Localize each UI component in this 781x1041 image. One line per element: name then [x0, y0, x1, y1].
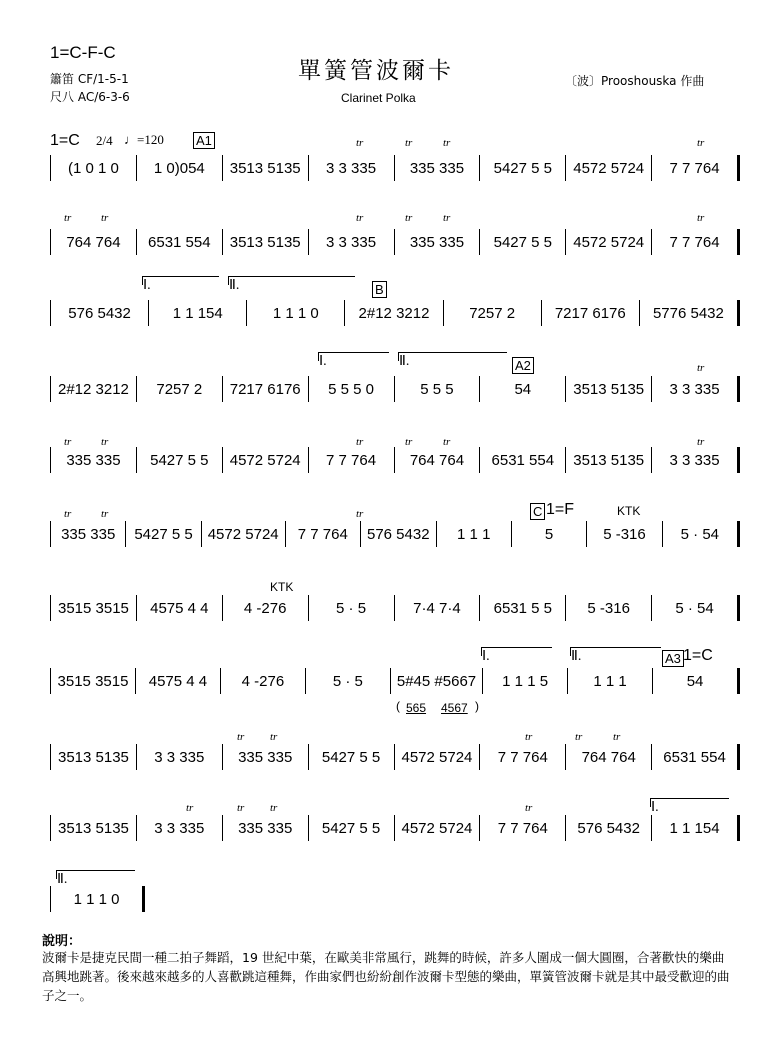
trill-mark: tr: [356, 137, 364, 149]
measure: 6531 554: [652, 744, 740, 770]
measure: 3513 5135: [51, 815, 137, 841]
page-title: 單簧管波爾卡: [298, 58, 454, 84]
measure: 3513 5135: [223, 229, 309, 255]
volta-2-label: Ⅱ.: [571, 649, 582, 664]
measure: 5 · 54: [663, 521, 740, 547]
trill-mark: tr: [405, 212, 413, 224]
trill-mark: tr: [64, 212, 72, 224]
measure: 576 5432: [361, 521, 437, 547]
measure: 3513 5135: [51, 744, 137, 770]
measure: 1 1 1: [437, 521, 512, 547]
measure: 3515 3515: [51, 668, 136, 694]
volta-1-label: Ⅰ.: [482, 649, 490, 664]
key-signature-title: 1=C-F-C: [50, 43, 116, 62]
measure: 5427 5 5: [126, 521, 201, 547]
measure: 4572 5724: [395, 744, 481, 770]
measure: 576 5432: [51, 300, 149, 326]
measure: 3 3 335: [652, 376, 740, 402]
score-row: [50, 447, 740, 473]
measure: 1 1 1 0: [51, 886, 145, 912]
trill-mark: tr: [405, 436, 413, 448]
volta-1-label: Ⅰ.: [651, 800, 659, 815]
measure: 1 1 1 0: [247, 300, 345, 326]
trill-mark: tr: [697, 436, 705, 448]
measure: 3515 3515: [51, 595, 137, 621]
measure: 3513 5135: [223, 155, 309, 181]
volta-2-bracket: [570, 647, 661, 664]
volta-2-bracket: [228, 276, 355, 293]
ktk-mark: KTK: [270, 580, 294, 594]
trill-mark: tr: [525, 802, 533, 814]
measure: 764 764: [51, 229, 137, 255]
trill-mark: tr: [443, 436, 451, 448]
sub-line-565: 565: [406, 701, 427, 715]
measure: 6531 554: [480, 447, 566, 473]
measure: 7 7 764: [652, 155, 740, 181]
explanation-heading: 說明：: [42, 934, 82, 949]
measure: 7217 6176: [542, 300, 640, 326]
score-row: [50, 744, 740, 770]
measure: 2#12 3212: [345, 300, 443, 326]
measure: 7217 6176: [223, 376, 309, 402]
measure: 3 3 335: [652, 447, 740, 473]
measure: 54: [480, 376, 566, 402]
measure: 4572 5724: [395, 815, 481, 841]
measure: 4 -276: [223, 595, 309, 621]
explanation-text: 波爾卡是捷克民間一種二拍子舞蹈，19 世紀中葉，在歐美非常風行，跳舞的時候，許多人圍成一個大圓圈，合著歡快的樂曲高興地跳著。後來越來越多的人喜歡跳這種舞，作曲家們也紛紛創作波爾卡型態的樂曲，單簧管波爾卡就是其中最受歡迎的曲子之一。: [42, 950, 730, 1003]
section-c-label: C: [530, 503, 545, 520]
measure: 5 · 5: [309, 595, 395, 621]
volta-2-bracket: [398, 352, 507, 369]
measure: 6531 5 5: [480, 595, 566, 621]
measure: 3 3 335: [309, 229, 395, 255]
volta-2-label: Ⅱ.: [399, 354, 410, 369]
trill-mark: tr: [443, 137, 451, 149]
trill-mark: tr: [270, 802, 278, 814]
page-subtitle: Clarinet Polka: [341, 91, 416, 105]
measure: 764 764: [395, 447, 481, 473]
measure: 5 -316: [566, 595, 652, 621]
volta-2-label: Ⅱ.: [229, 278, 240, 293]
measure: 4572 5724: [566, 155, 652, 181]
measure: 5427 5 5: [480, 229, 566, 255]
measure: 5427 5 5: [309, 744, 395, 770]
measure: 335 335: [223, 744, 309, 770]
volta-2-label: Ⅱ.: [57, 872, 68, 887]
volta-1-bracket: [142, 276, 219, 293]
section-a3-label: A3: [662, 650, 684, 667]
volta-1-bracket: [650, 798, 729, 815]
section-b-label: B: [372, 281, 387, 298]
measure: 335 335: [395, 155, 481, 181]
measure: 7257 2: [137, 376, 223, 402]
key-change-f: 1=F: [546, 501, 575, 518]
score-row: [50, 668, 740, 694]
trill-mark: tr: [237, 731, 245, 743]
measure: 764 764: [566, 744, 652, 770]
trill-mark: tr: [697, 137, 705, 149]
score-row: [50, 376, 740, 402]
section-a1-label: A1: [193, 132, 215, 149]
measure: 2#12 3212: [51, 376, 137, 402]
measure: 5 · 5: [306, 668, 391, 694]
score-row: [50, 155, 740, 181]
measure: 7 7 764: [480, 744, 566, 770]
score-row: [50, 521, 740, 547]
trill-mark: tr: [270, 731, 278, 743]
measure: 5#45 #5667: [391, 668, 483, 694]
measure: 54: [653, 668, 740, 694]
volta-1-bracket: [481, 647, 552, 664]
trill-mark: tr: [525, 731, 533, 743]
measure: 1 0)054: [137, 155, 223, 181]
trill-mark: tr: [237, 802, 245, 814]
section-a2-label: A2: [512, 357, 534, 374]
measure: 5 -316: [587, 521, 662, 547]
measure: 7 7 764: [286, 521, 361, 547]
volta-2-bracket: [56, 870, 135, 887]
trill-mark: tr: [575, 731, 583, 743]
measure: 3513 5135: [566, 376, 652, 402]
sub-line-4567: 4567: [441, 701, 468, 715]
measure: 4572 5724: [202, 521, 286, 547]
time-signature: 2/4: [96, 133, 113, 148]
sub-line-paren-close: ): [475, 699, 479, 713]
measure: 3 3 335: [309, 155, 395, 181]
measure: 3513 5135: [566, 447, 652, 473]
measure: 5: [512, 521, 587, 547]
measure: 3 3 335: [137, 815, 223, 841]
trill-mark: tr: [697, 362, 705, 374]
measure: 5427 5 5: [137, 447, 223, 473]
instrument-2: 尺八 AC/6-3-6: [50, 90, 130, 104]
volta-1-label: Ⅰ.: [319, 354, 327, 369]
tempo-marking: ♩=120: [124, 132, 164, 147]
measure: 335 335: [51, 447, 137, 473]
measure: 335 335: [395, 229, 481, 255]
instrument-1: 簫笛 CF/1-5-1: [50, 72, 129, 86]
sub-line-paren-open: (: [396, 699, 400, 713]
measure: 335 335: [223, 815, 309, 841]
measure: 7 7 764: [309, 447, 395, 473]
trill-mark: tr: [443, 212, 451, 224]
trill-mark: tr: [356, 436, 364, 448]
measure: 5 5 5: [395, 376, 481, 402]
measure: 1 1 154: [652, 815, 740, 841]
measure: 576 5432: [566, 815, 652, 841]
trill-mark: tr: [101, 212, 109, 224]
measure: 5776 5432: [640, 300, 740, 326]
measure: 7 7 764: [480, 815, 566, 841]
measure: 6531 554: [137, 229, 223, 255]
measure: 1 1 154: [149, 300, 247, 326]
trill-mark: tr: [697, 212, 705, 224]
score-row: [50, 886, 145, 912]
measure: 4575 4 4: [137, 595, 223, 621]
ktk-mark: KTK: [617, 504, 641, 518]
measure: 5427 5 5: [309, 815, 395, 841]
volta-1-label: Ⅰ.: [143, 278, 151, 293]
measure: 4572 5724: [223, 447, 309, 473]
score-row: [50, 595, 740, 621]
score-key: 1=C: [50, 132, 80, 149]
trill-mark: tr: [356, 212, 364, 224]
composer: 〔波〕Prooshouska 作曲: [565, 74, 705, 88]
measure: 1 1 1: [568, 668, 653, 694]
measure: 7·4 7·4: [395, 595, 481, 621]
measure: 4575 4 4: [136, 668, 221, 694]
measure: 4572 5724: [566, 229, 652, 255]
key-change-c: 1=C: [683, 647, 713, 664]
trill-mark: tr: [64, 436, 72, 448]
measure: 5 5 5 0: [309, 376, 395, 402]
trill-mark: tr: [356, 508, 364, 520]
measure: 4 -276: [221, 668, 306, 694]
volta-1-bracket: [318, 352, 389, 369]
score-row: [50, 300, 740, 326]
trill-mark: tr: [64, 508, 72, 520]
measure: 7 7 764: [652, 229, 740, 255]
measure: 1 1 1 5: [483, 668, 568, 694]
measure: 5 · 54: [652, 595, 740, 621]
measure: 7257 2: [444, 300, 542, 326]
score-row: [50, 229, 740, 255]
score-row: [50, 815, 740, 841]
trill-mark: tr: [613, 731, 621, 743]
trill-mark: tr: [186, 802, 194, 814]
trill-mark: tr: [101, 436, 109, 448]
measure: 3 3 335: [137, 744, 223, 770]
measure: 335 335: [51, 521, 126, 547]
measure: (1 0 1 0: [51, 155, 137, 181]
trill-mark: tr: [101, 508, 109, 520]
trill-mark: tr: [405, 137, 413, 149]
measure: 5427 5 5: [480, 155, 566, 181]
